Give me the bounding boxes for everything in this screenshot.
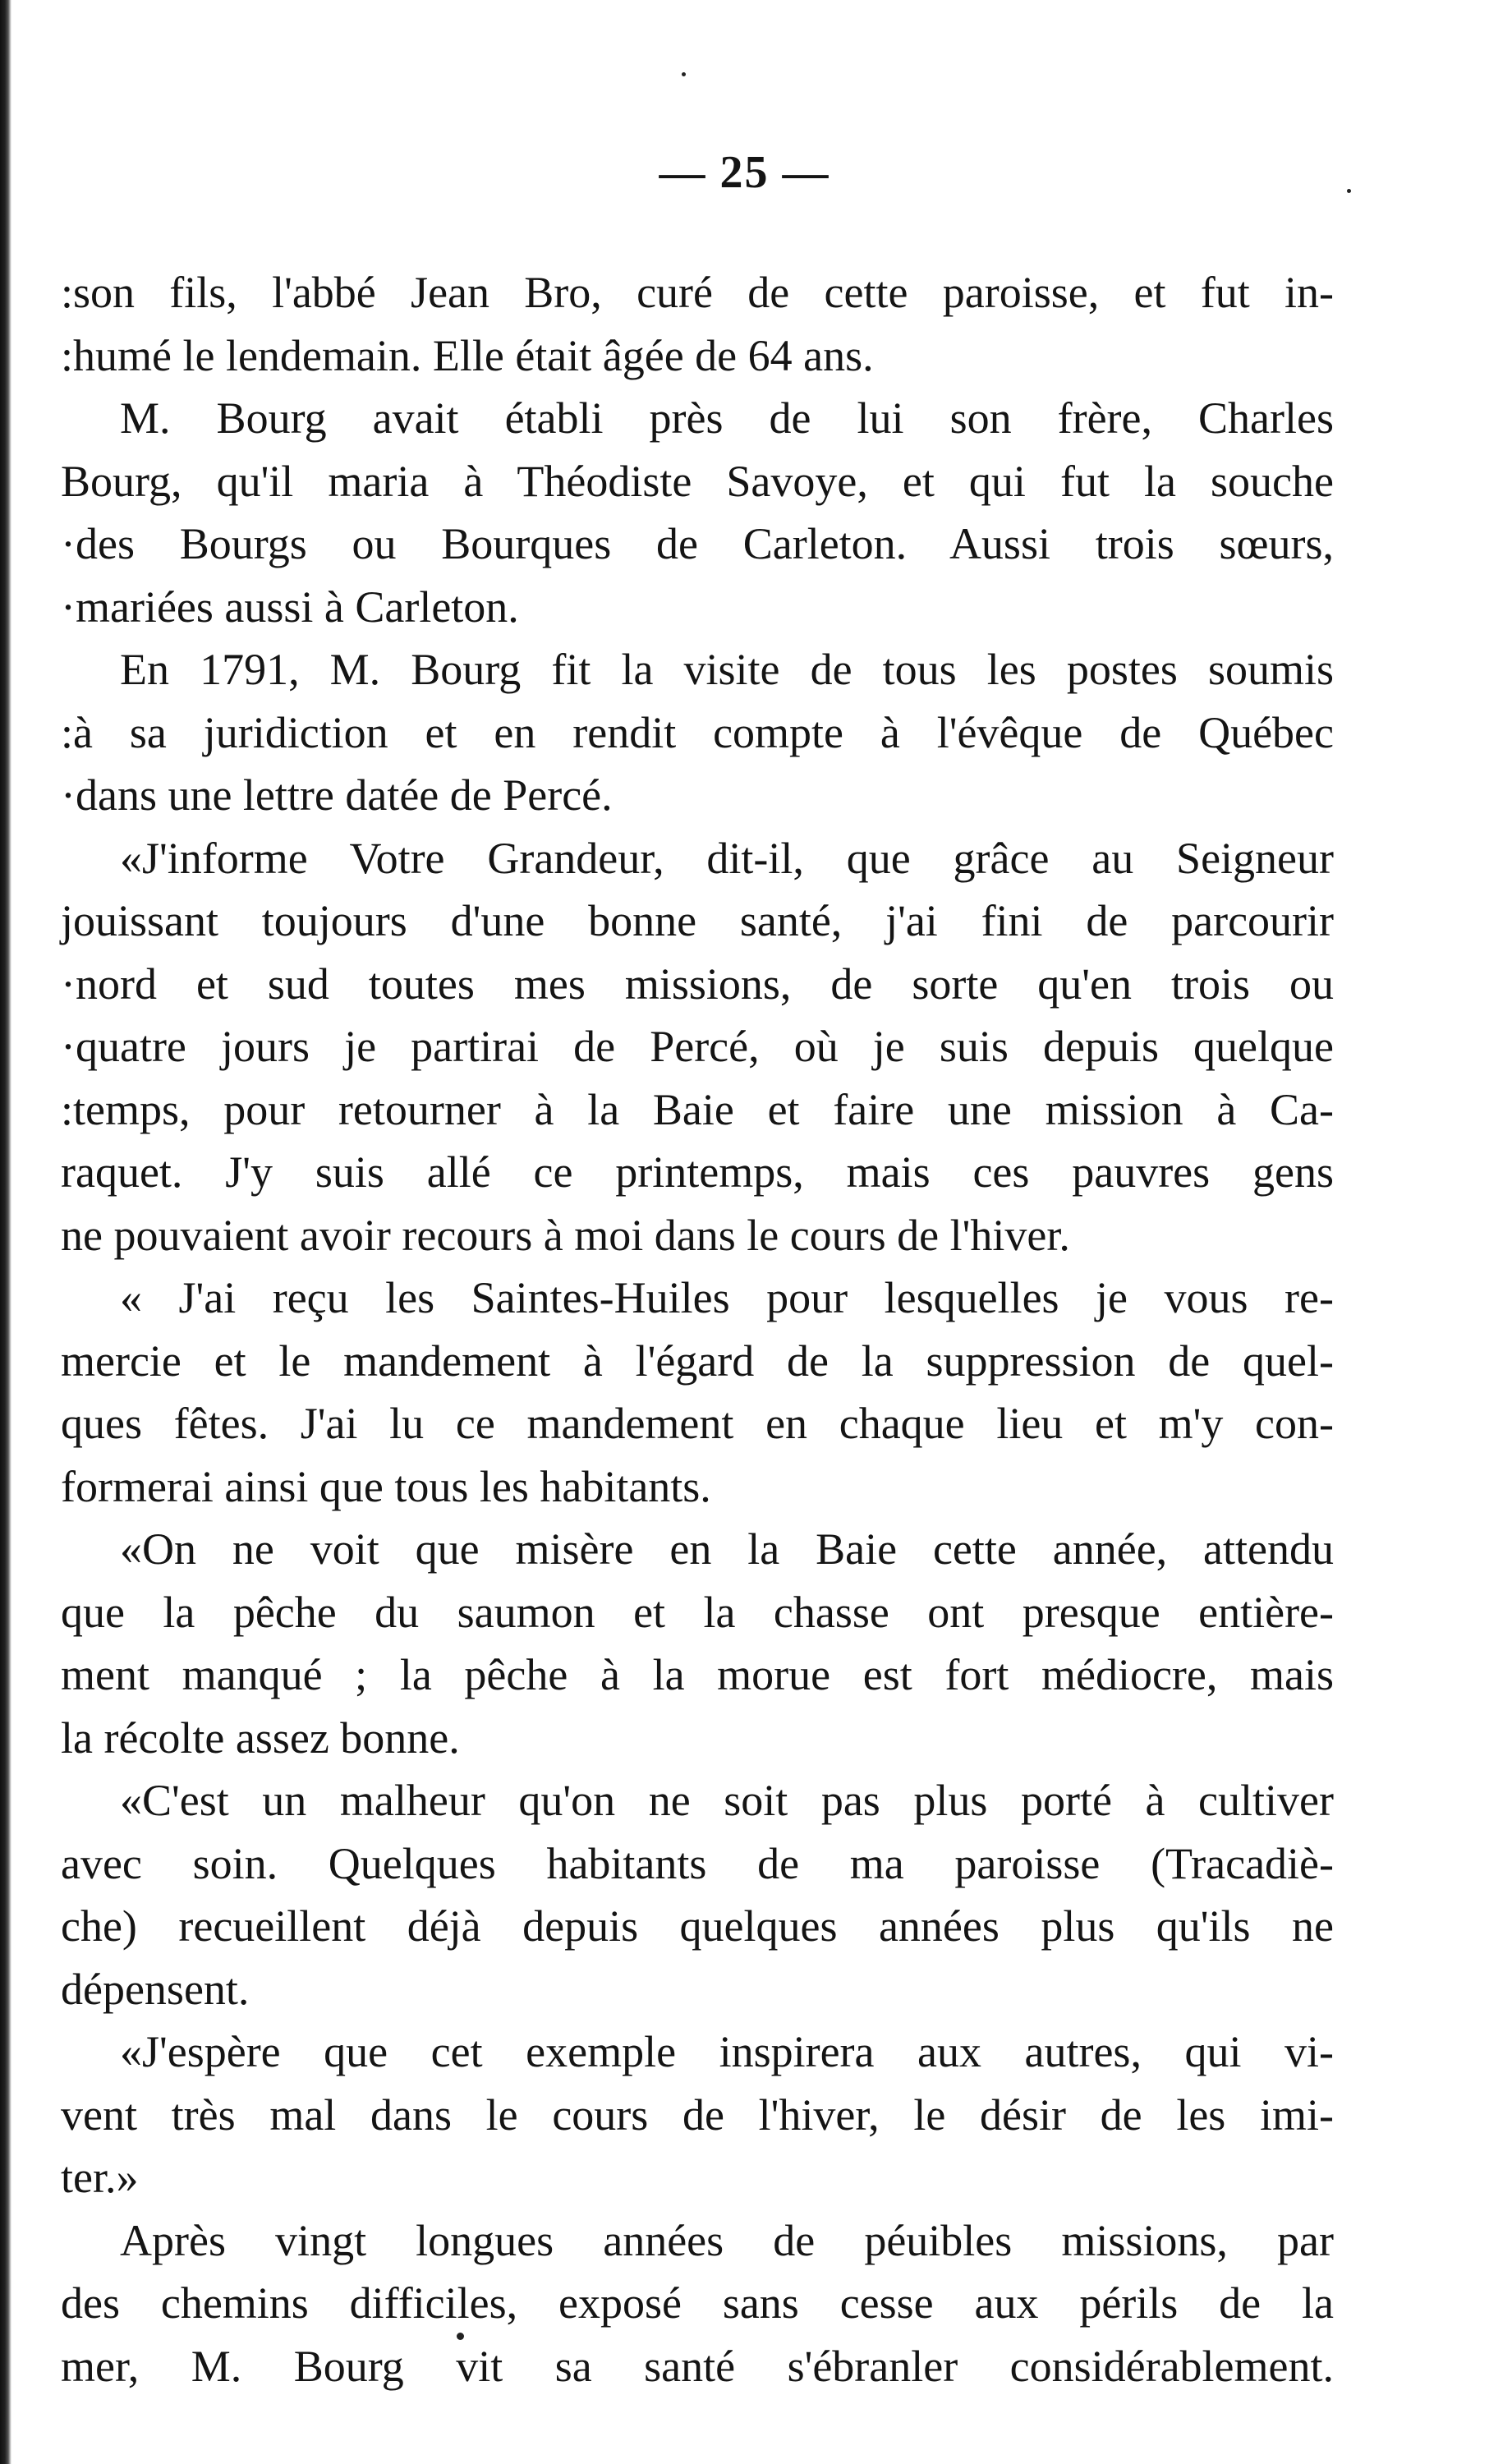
text-line: ·mariées aussi à Carleton. xyxy=(61,582,519,632)
text-line: « J'ai reçu les Saintes-Huiles pour lesquelles je vous re- xyxy=(120,1273,1334,1322)
text-line: des chemins difficiles, exposé sans cesse aux périls de la xyxy=(61,2278,1334,2328)
text-line: M. Bourg avait établi près de lui son frère, Charles xyxy=(120,393,1334,443)
text-line: ·des Bourgs ou Bourques de Carleton. Aussi trois sœurs, xyxy=(61,519,1334,568)
text-line: ·dans une lettre datée de Percé. xyxy=(61,770,613,820)
text-line: ·quatre jours je partirai de Percé, où je suis depuis quelque xyxy=(61,1022,1334,1071)
text-line: vent très mal dans le cours de l'hiver, le désir de les imi- xyxy=(61,2089,1334,2140)
text-line: mer, M. Bourg vit sa santé s'ébranler considérablement. xyxy=(61,2341,1334,2391)
text-line: «On ne voit que misère en la Baie cette année, attendu xyxy=(120,1524,1334,1574)
text-line: En 1791, M. Bourg fit la visite de tous les postes soumis xyxy=(120,645,1334,694)
text-line: que la pêche du saumon et la chasse ont presque entière- xyxy=(61,1587,1334,1637)
text-line: :son fils, l'abbé Jean Bro, curé de cette paroisse, et fut in- xyxy=(61,268,1334,317)
text-line: ter.» xyxy=(61,2153,139,2202)
ink-speck xyxy=(682,72,686,76)
text-line: ·nord et sud toutes mes missions, de sorte qu'en trois ou xyxy=(61,958,1334,1009)
text-line: avec soin. Quelques habitants de ma paroisse (Tracadiè- xyxy=(61,1838,1334,1888)
text-line: «C'est un malheur qu'on ne soit pas plus porté à cultiver xyxy=(120,1776,1334,1825)
text-line: formerai ainsi que tous les habitants. xyxy=(61,1461,711,1511)
text-line: «J'informe Votre Grandeur, dit-il, que grâce au Seigneur xyxy=(120,833,1334,883)
text-line: raquet. J'y suis allé ce printemps, mais ces pauvres gens xyxy=(61,1147,1334,1197)
text-line: Bourg, qu'il maria à Théodiste Savoye, et qui fut la souche xyxy=(61,456,1334,506)
text-line: la récolte assez bonne. xyxy=(61,1712,460,1763)
text-line: «J'espère que cet exemple inspirera aux autres, qui vi- xyxy=(120,2027,1334,2076)
text-line: :temps, pour retourner à la Baie et faire une mission à Ca- xyxy=(61,1084,1334,1134)
body-text xyxy=(61,261,1334,2397)
text-line: Après vingt longues années de péuibles missions, par xyxy=(120,2215,1334,2265)
page-binding-edge xyxy=(0,0,11,2464)
text-line: mercie et le mandement à l'égard de la suppression de quel- xyxy=(61,1335,1334,1386)
text-line: ne pouvaient avoir recours à moi dans le cours de l'hiver. xyxy=(61,1210,1070,1260)
text-line: ment manqué ; la pêche à la morue est fort médiocre, mais xyxy=(61,1650,1334,1699)
text-line: :à sa juridiction et en rendit compte à l'évêque de Québec xyxy=(61,707,1334,757)
text-line: ques fêtes. J'ai lu ce mandement en chaque lieu et m'y con- xyxy=(61,1399,1334,1448)
text-line: dépensent. xyxy=(61,1964,250,2014)
text-line: jouissant toujours d'une bonne santé, j'ai fini de parcourir xyxy=(61,896,1334,945)
page-number: — 25 — xyxy=(659,147,830,198)
text-line: :humé le lendemain. Elle était âgée de 64 ans. xyxy=(61,330,874,380)
text-line: che) recueillent déjà depuis quelques années plus qu'ils ne xyxy=(61,1901,1334,1951)
